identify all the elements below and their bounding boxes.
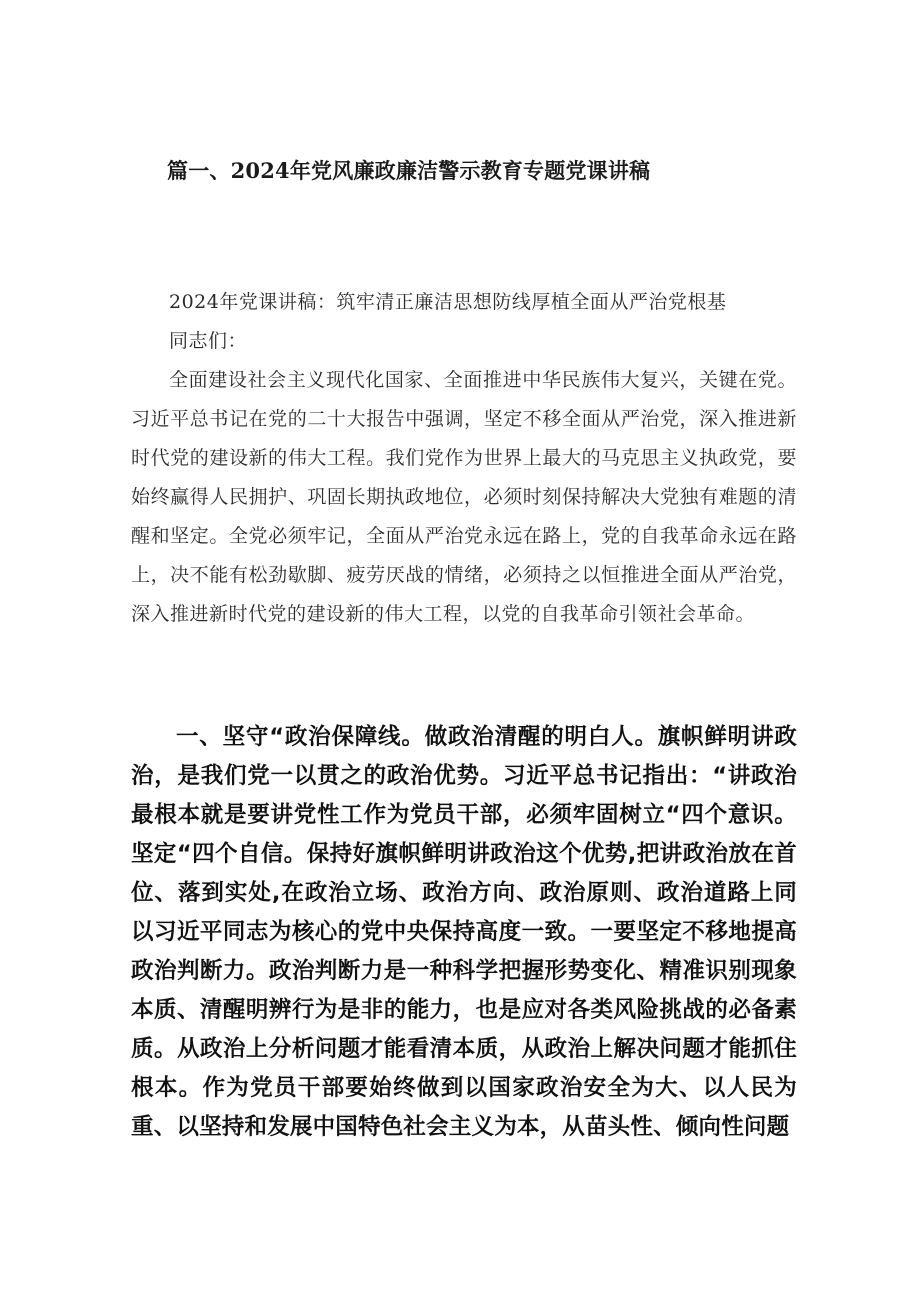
intro-paragraph: 全面建设社会主义现代化国家、全面推进中华民族伟大复兴，关键在党。习近平总书记在党的二十大报告中强调，坚定不移全面从严治党，深入推进新时代党的建设新的伟大工程。我们党作为世界上最大的马克思主义执政党，要始终赢得人民拥护、巩固长期执政地位，必须时刻保持解决大党独有难题的清醒和坚定。全党必须牢记，全面从严治党永远在路上，党的自我革命永远在路上，决不能有松劲歇脚、疲劳厌战的情绪，必须持之以恒推进全面从严治党，深入推进新时代党的建设新的伟大工程，以党的自我革命引领社会革命。 bbox=[131, 369, 797, 625]
document-title: 篇一、2024年党风廉政廉洁警示教育专题党课讲稿 bbox=[167, 158, 651, 183]
section-one bbox=[131, 718, 797, 1147]
subtitle-paragraph: 2024年党课讲稿：筑牢清正廉洁思想防线厚植全面从严治党根基 bbox=[169, 291, 727, 313]
salutation-paragraph: 同志们： bbox=[169, 330, 248, 352]
intro-section bbox=[131, 283, 797, 634]
section-one-paragraph: 一、坚守“政治保障线。做政治清醒的明白人。旗帜鲜明讲政治，是我们党一以贯之的政治优势。习近平总书记指出：“讲政治最根本就是要讲党性工作为党员干部，必须牢固树立“四个意识。坚定“四个自信。保持好旗帜鲜明讲政治这个优势,把讲政治放在首位、落到实处,在政治立场、政治方向、政治原则、政治道路上同以习近平同志为核心的党中央保持高度一致。一要坚定不移地提高政治判断力。政治判断力是一种科学把握形势变化、精准识别现象本质、清醒明辨行为是非的能力，也是应对各类风险挑战的必备素质。从政治上分析问题才能看清本质，从政治上解决问题才能抓住根本。作为党员干部要始终做到以国家政治安全为大、以人民为重、以坚持和发展中国特色社会主义为本，从苗头性、倾向性问题 bbox=[131, 724, 797, 1140]
